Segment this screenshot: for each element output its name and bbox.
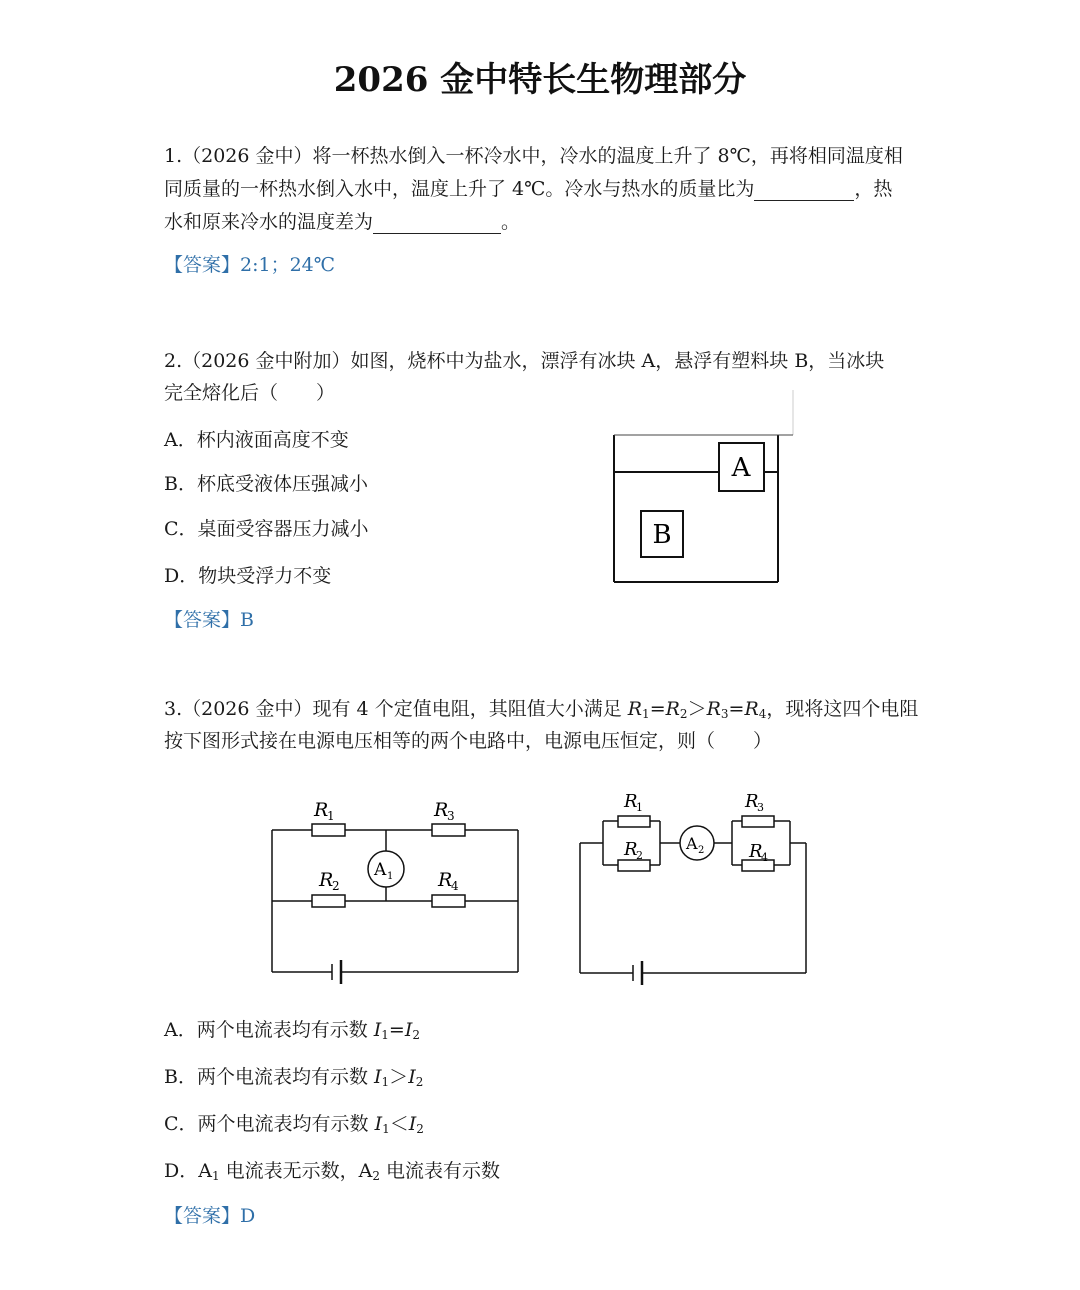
q3-option-a-i2-sub: 2: [412, 1028, 420, 1042]
q3-eq1: =: [649, 698, 666, 720]
c2-label-r4-sub: 4: [761, 851, 768, 864]
q2-option-a: A．杯内液面高度不变: [164, 429, 349, 451]
q3-r2-sub: 2: [679, 707, 688, 721]
q3-option-d-sub-2: 2: [372, 1169, 381, 1183]
q1-line-2: [164, 177, 892, 201]
q2-option-c: C．桌面受容器压力减小: [164, 518, 369, 540]
q1-blank-temp-diff[interactable]: [373, 213, 501, 234]
c1-label-r1-sub: 1: [327, 809, 335, 823]
q3-option-c-i1: I: [374, 1113, 383, 1135]
q3-line-1-tail: ，现将这四个电阻: [766, 698, 919, 720]
q3-option-a-i1-sub: 1: [381, 1028, 389, 1042]
q3-r2: R: [665, 698, 680, 720]
c2-label-r1: R: [624, 791, 638, 812]
c1-label-r4: R: [438, 869, 453, 891]
q3-option-b-i1: I: [374, 1066, 382, 1088]
c2-ammeter-sub: 2: [698, 845, 705, 856]
q1-line-3: [164, 210, 520, 234]
q3-option-d: [164, 1159, 500, 1188]
c2-label-r3: R: [745, 791, 759, 812]
q3-option-c-i2: I: [408, 1113, 417, 1135]
q3-r4: R: [744, 698, 759, 720]
q2-line-1: 2.（2026 金中附加）如图，烧杯中为盐水，漂浮有冰块 A，悬浮有塑料块 B，当冰块: [164, 350, 885, 372]
c1-label-r1: R: [314, 799, 329, 821]
q3-option-d-sub-1: 1: [211, 1169, 220, 1183]
q1-line-3-text: 水和原来冷水的温度差为: [164, 211, 374, 233]
q3-line-1: [164, 697, 918, 726]
q2-option-d: D．物块受浮力不变: [164, 565, 332, 587]
q3-eq2: =: [728, 698, 745, 720]
q3-r4-sub: 4: [758, 707, 767, 721]
q3-option-b-i1-sub: 1: [381, 1075, 390, 1089]
q3-option-b-i2: I: [408, 1066, 416, 1088]
c2-label-r1-sub: 1: [636, 801, 643, 814]
c2-label-r2: R: [624, 839, 638, 860]
q3-option-c-i1-sub: 1: [382, 1122, 390, 1136]
q3-r3-sub: 3: [720, 707, 729, 721]
c1-label-r3: R: [434, 799, 449, 821]
c2-label-r2-sub: 2: [636, 849, 643, 862]
q3-option-b: [164, 1065, 423, 1094]
q3-option-c-i2-sub: 2: [416, 1122, 424, 1136]
q3-r1-sub: 1: [642, 707, 650, 721]
q3-option-b-i2-sub: 2: [415, 1075, 424, 1089]
c2-label-r4: R: [749, 841, 763, 862]
q1-blank-ratio[interactable]: [754, 180, 854, 201]
c1-label-r3-sub: 3: [447, 809, 455, 823]
q3-option-a-i2: I: [404, 1019, 413, 1041]
q1-line-2-text: 同质量的一杯热水倒入水中，温度上升了 4℃。冷水与热水的质量比为: [164, 178, 755, 200]
block-a-label: A: [731, 453, 751, 483]
q3-option-a-text: A．两个电流表均有示数: [164, 1019, 374, 1041]
c1-ammeter-label: A: [374, 860, 387, 880]
document-title: 2026 金中特长生物理部分: [333, 60, 747, 100]
q3-option-a-i1: I: [373, 1019, 382, 1041]
q3-option-d-mid: 电流表无示数，A: [219, 1160, 373, 1182]
q3-line-2: 按下图形式接在电源电压相等的两个电路中，电源电压恒定，则（ ）: [164, 730, 773, 752]
q2-answer: 【答案】B: [164, 609, 254, 631]
q1-line-1: 1.（2026 金中）将一杯热水倒入一杯冷水中，冷水的温度上升了 8℃，再将相同温度相: [164, 145, 903, 167]
q3-option-c-text: C．两个电流表均有示数: [164, 1113, 375, 1135]
circuit-1-diagram: [260, 790, 530, 985]
q3-option-b-text: B．两个电流表均有示数: [164, 1066, 375, 1088]
beaker-figure: [600, 385, 800, 590]
q1-line-3-tail: 。: [501, 211, 521, 233]
q1-answer: 【答案】2:1；24℃: [164, 254, 336, 276]
q3-line-1-text: 3.（2026 金中）现有 4 个定值电阻，其阻值大小满足: [164, 698, 628, 720]
c1-label-r2-sub: 2: [332, 879, 340, 893]
q1-line-2-tail: ，热: [854, 178, 893, 200]
q3-option-b-rel: ＞: [389, 1066, 409, 1088]
q3-gt: ＞: [687, 698, 707, 720]
q3-option-a-rel: =: [388, 1019, 405, 1041]
q2-option-b: B．杯底受液体压强减小: [164, 473, 368, 495]
q3-option-d-text: D．A: [164, 1160, 212, 1182]
c2-label-r3-sub: 3: [757, 801, 764, 814]
q3-r3: R: [706, 698, 721, 720]
q3-option-c: [164, 1112, 424, 1141]
q3-option-a: [164, 1018, 420, 1047]
q3-option-c-rel: ＜: [389, 1113, 409, 1135]
block-b-label: B: [652, 520, 672, 550]
c1-label-r4-sub: 4: [451, 879, 459, 893]
q3-answer: 【答案】D: [164, 1205, 256, 1227]
circuit-2-diagram: [570, 785, 820, 985]
c1-ammeter-sub: 1: [387, 871, 394, 882]
q2-line-2: 完全熔化后（ ）: [164, 382, 336, 404]
c2-ammeter-label: A: [686, 834, 698, 853]
c1-label-r2: R: [319, 869, 334, 891]
q3-option-d-end: 电流表有示数: [380, 1160, 501, 1182]
q3-r1: R: [627, 698, 643, 720]
